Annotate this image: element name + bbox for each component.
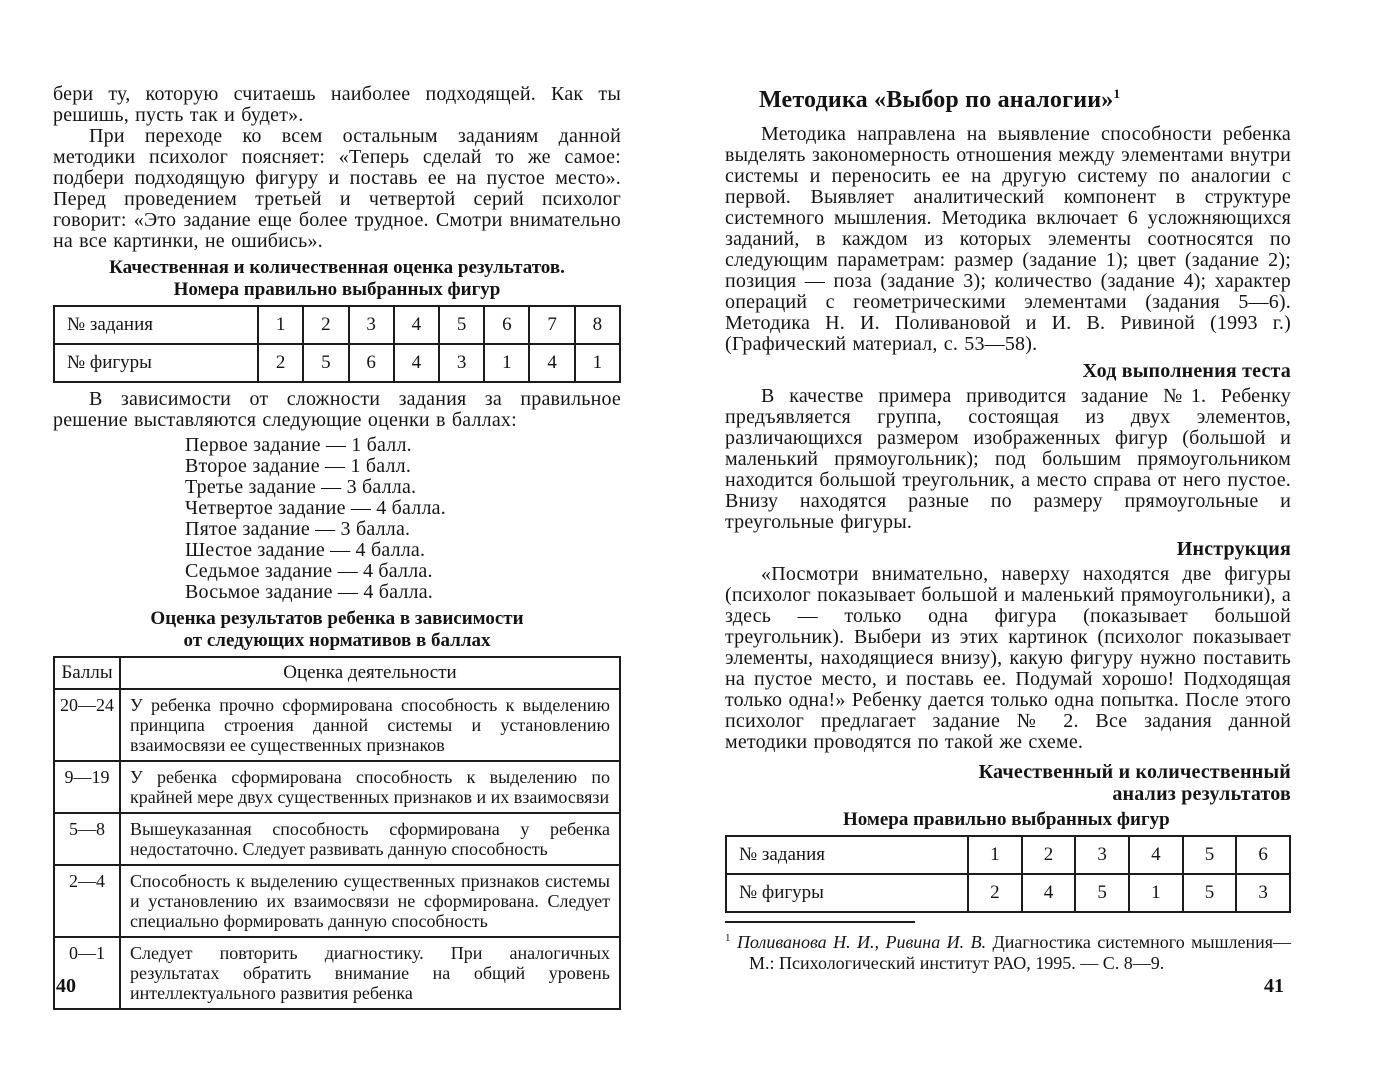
page-left <box>53 84 621 1014</box>
score-list-item: Пятое задание — 3 балла. <box>185 518 411 540</box>
cell: 4 <box>394 344 439 382</box>
footnote-divider <box>725 921 915 923</box>
header-cell: Баллы <box>54 657 120 689</box>
caption-line-2: от следующих нормативов в баллах <box>183 630 491 651</box>
cell: 2 <box>968 874 1022 912</box>
table-row <box>54 344 620 382</box>
paragraph-scoring: В зависимости от сложности задания за правильное решение выставляются следующие оценки в баллах: <box>53 388 621 431</box>
section-title <box>759 80 1291 114</box>
subheading-line-1: Качественный и количественный <box>978 761 1291 783</box>
cell: 2 <box>258 344 303 382</box>
evaluation-text: Вышеуказанная способность сформирована у ребенка недостаточно. Следует развивать данную способность <box>120 813 620 865</box>
footnote-authors: Поливанова Н. И., Ривина И. В. <box>736 932 987 952</box>
paragraph-example: В качестве примера приводится задание №1. Ребенку предъявляется группа, состоящая из двух элементов, различающихся размером изображенных фигур (большой и маленький прямоугольник); под большим прямоугольником находится большой треугольник, а место справа от него пустое. Внизу находятся разные по размеру прямоугольные и треугольные фигуры. <box>725 385 1291 533</box>
score-list-item: Второе задание — 1 балл. <box>185 455 412 477</box>
paragraph-instructions: При переходе ко всем остальным заданиям данной методики психолог поясняет: «Теперь сделай то же самое: подбери подходящую фигуру и поставь ее на пустое место». Перед проведением третьей и четвертой серий психолог говорит: «Это задание еще более трудное. Смотри внимательно на все картинки, не ошибись». <box>53 125 621 252</box>
cell: 3 <box>1075 836 1129 874</box>
cell: 4 <box>1129 836 1183 874</box>
evaluation-text: Следует повторить диагностику. При аналогичных результатах обратить внимание на общий уровень интеллектуального развития ребенка <box>120 937 620 1009</box>
evaluation-text: У ребенка сформирована способность к выделению по крайней мере двух существенных признаков и их взаимосвязи <box>120 761 620 813</box>
table-row <box>54 306 620 344</box>
subheading-test-procedure: Ход выполнения теста <box>1082 360 1291 382</box>
cell: 1 <box>968 836 1022 874</box>
paragraph-method-description: Методика направлена на выявление способности ребенка выделять закономерность отношения между элементами внутри системы и переносить ее на другую систему по аналогии с первой. Выявляет аналитический компонент в структуре системного мышления. Методика включает 6 усложняющихся заданий, в каждом из которых элементы соотносятся по следующим параметрам: размер (задание 1); цвет (задание 2); позиция — поза (задание 3); количество (задание 4); характер операций с геометрическими элементами (задания 5—6). Методика Н. И. Поливановой и И. В. Ривиной (1993 г.) (Графический материал, с. 53—58). <box>725 123 1291 355</box>
cell: 3 <box>439 344 484 382</box>
table-row <box>726 874 1290 912</box>
caption-line-1: Оценка результатов ребенка в зависимости <box>150 608 524 629</box>
correct-figures-table-left <box>53 305 621 383</box>
cell: 1 <box>484 344 529 382</box>
footnote-marker: 1 <box>725 932 731 944</box>
score-range: 9—19 <box>54 761 120 813</box>
score-list-item: Седьмое задание — 4 балла. <box>185 560 433 582</box>
table-row <box>54 937 620 1009</box>
table-header-row <box>54 657 620 689</box>
cell: 3 <box>1236 874 1290 912</box>
evaluation-text: У ребенка прочно сформирована способность к выделению принципа строения данной системы и установлению взаимосвязи ее существенных признаков <box>120 689 620 761</box>
cell: 5 <box>1183 836 1237 874</box>
cell: 8 <box>575 306 620 344</box>
cell: 5 <box>439 306 484 344</box>
score-list-item: Шестое задание — 4 балла. <box>185 539 426 561</box>
footnote-reference: Диагностика системного мышления— М.: Психологический институт РАО, 1995. — С. 8—9. <box>749 932 1291 973</box>
cell: 2 <box>1022 836 1076 874</box>
page-right <box>725 80 1291 974</box>
score-list-item: Первое задание — 1 балл. <box>185 434 412 456</box>
table-row <box>54 761 620 813</box>
score-range: 2—4 <box>54 865 120 937</box>
score-range: 5—8 <box>54 813 120 865</box>
cell: 1 <box>258 306 303 344</box>
title-text: Методика «Выбор по аналогии» <box>759 87 1114 113</box>
score-list-item: Восьмое задание — 4 балла. <box>185 581 433 603</box>
table-row <box>54 813 620 865</box>
evaluation-text: Способность к выделению существенных признаков системы и установлению их взаимосвязи не сформирована. Следует специально формировать данную способность <box>120 865 620 937</box>
cell: 3 <box>349 306 394 344</box>
cell: 4 <box>1022 874 1076 912</box>
subheading-analysis <box>725 761 1291 805</box>
paragraph-instruction-text: «Посмотри внимательно, наверху находятся две фигуры (психолог показывает большой и маленький прямоугольники), а здесь — только одна фигура (показывает большой треугольник). Выбери из этих картинок (психолог показывает элементы, находящиеся внизу), какую фигуру нужно поставить на пустое место, и поставь ее. Подумай хорошо! Подходящая только одна!» Ребенку дается только одна попытка. После этого психолог предлагает задание № 2. Все задания данной методики проводятся по такой же схеме. <box>725 563 1291 753</box>
score-list-item: Третье задание — 3 балла. <box>185 476 417 498</box>
score-range: 0—1 <box>54 937 120 1009</box>
table-caption-evaluation <box>53 608 621 652</box>
page-number-right: 41 <box>1264 975 1284 997</box>
cell: 5 <box>1075 874 1129 912</box>
cell: 1 <box>575 344 620 382</box>
cell: 1 <box>1129 874 1183 912</box>
cell: 2 <box>303 306 348 344</box>
cell: 5 <box>1183 874 1237 912</box>
row-label: № задания <box>54 306 258 344</box>
table-caption-right: Номера правильно выбранных фигур <box>843 809 1170 830</box>
cell: 6 <box>349 344 394 382</box>
header-cell: Оценка деятельности <box>120 657 620 689</box>
table-row <box>726 836 1290 874</box>
table-row <box>54 689 620 761</box>
table-caption-left <box>53 257 621 301</box>
cell: 7 <box>529 306 574 344</box>
score-range: 20—24 <box>54 689 120 761</box>
cell: 4 <box>394 306 439 344</box>
evaluation-table <box>53 656 621 1010</box>
cell: 5 <box>303 344 348 382</box>
score-list <box>185 435 621 603</box>
footnote-text <box>725 928 1291 974</box>
footnote-marker: 1 <box>1113 86 1121 101</box>
score-list-item: Четвертое задание — 4 балла. <box>185 497 446 519</box>
row-label: № задания <box>726 836 968 874</box>
cell: 4 <box>529 344 574 382</box>
page-number-left: 40 <box>56 975 76 997</box>
caption-line-1: Качественная и количественная оценка результатов. <box>109 257 565 278</box>
subheading-line-2: анализ результатов <box>1112 783 1291 805</box>
cell: 6 <box>1236 836 1290 874</box>
row-label: № фигуры <box>726 874 968 912</box>
cell: 6 <box>484 306 529 344</box>
correct-figures-table-right <box>725 835 1291 913</box>
row-label: № фигуры <box>54 344 258 382</box>
footnote <box>725 921 1291 974</box>
paragraph-continued: бери ту, которую считаешь наиболее подходящей. Как ты решишь, пусть так и будет». <box>53 83 621 126</box>
subheading-instruction: Инструкция <box>1176 538 1291 560</box>
table-row <box>54 865 620 937</box>
caption-line-2: Номера правильно выбранных фигур <box>173 279 501 300</box>
